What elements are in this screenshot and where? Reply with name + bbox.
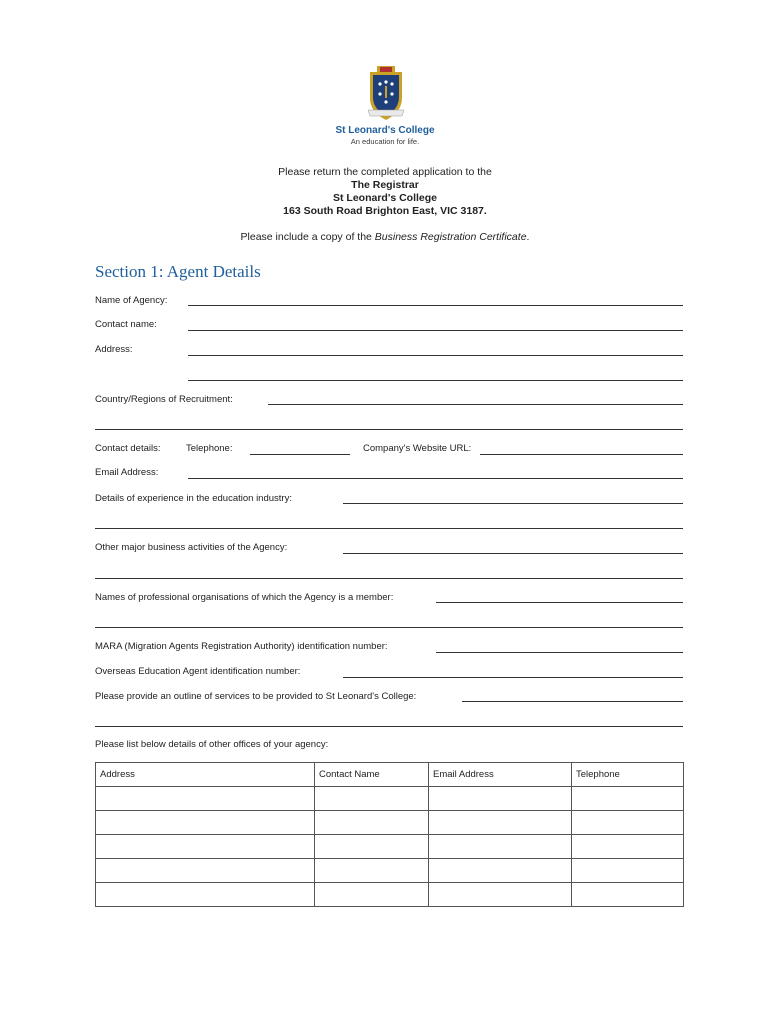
other-business-field-1[interactable] — [343, 553, 683, 554]
website-label: Company's Website URL: — [363, 443, 472, 454]
contact-name-label: Contact name: — [95, 319, 157, 330]
country-field-2[interactable] — [95, 429, 683, 430]
services-field-1[interactable] — [462, 701, 683, 702]
registrar-line: The Registrar — [351, 179, 419, 191]
college-name: St Leonard's College — [335, 125, 435, 136]
address-field-1[interactable] — [188, 355, 683, 356]
address-field-2[interactable] — [188, 380, 683, 381]
experience-field-1[interactable] — [343, 503, 683, 504]
agency-name-field[interactable] — [188, 305, 683, 306]
include-prefix: Please include a copy of the — [240, 231, 375, 243]
table-cell[interactable] — [429, 883, 572, 907]
email-field[interactable] — [188, 478, 683, 479]
college-crest-logo — [364, 64, 408, 122]
table-cell[interactable] — [315, 883, 429, 907]
table-cell[interactable] — [572, 883, 684, 907]
table-cell[interactable] — [315, 811, 429, 835]
table-row — [96, 787, 684, 811]
country-field-1[interactable] — [268, 404, 683, 405]
table-cell[interactable] — [572, 859, 684, 883]
section-title: Section 1: Agent Details — [95, 262, 261, 281]
column-header-address: Address — [96, 763, 315, 787]
organisations-field-1[interactable] — [436, 602, 683, 603]
email-label: Email Address: — [95, 467, 159, 478]
table-cell[interactable] — [315, 835, 429, 859]
offices-intro: Please list below details of other offices of your agency: — [95, 739, 329, 750]
services-label: Please provide an outline of services to be provided to St Leonard's College: — [95, 691, 417, 702]
table-cell[interactable] — [429, 811, 572, 835]
organisations-field-2[interactable] — [95, 627, 683, 628]
address-label: Address: — [95, 344, 133, 355]
college-tagline: An education for life. — [350, 137, 420, 146]
column-header-telephone: Telephone — [572, 763, 684, 787]
contact-name-field[interactable] — [188, 330, 683, 331]
table-cell[interactable] — [572, 787, 684, 811]
table-cell[interactable] — [96, 835, 315, 859]
table-cell[interactable] — [429, 859, 572, 883]
other-business-label: Other major business activities of the Agency: — [95, 542, 288, 553]
table-cell[interactable] — [96, 811, 315, 835]
include-copy-note — [0, 231, 770, 243]
table-cell[interactable] — [96, 859, 315, 883]
telephone-field[interactable] — [250, 454, 350, 455]
table-cell[interactable] — [429, 835, 572, 859]
table-cell[interactable] — [315, 859, 429, 883]
experience-field-2[interactable] — [95, 528, 683, 529]
table-row — [96, 859, 684, 883]
offices-table — [95, 762, 684, 907]
organisations-label: Names of professional organisations of which the Agency is a member: — [95, 592, 394, 603]
offices-header-row — [96, 763, 684, 787]
other-business-field-2[interactable] — [95, 578, 683, 579]
mara-label: MARA (Migration Agents Registration Authority) identification number: — [95, 641, 388, 652]
table-cell[interactable] — [96, 787, 315, 811]
table-row — [96, 811, 684, 835]
table-cell[interactable] — [572, 811, 684, 835]
experience-label: Details of experience in the education industry: — [95, 493, 292, 504]
table-cell[interactable] — [96, 883, 315, 907]
address-line: 163 South Road Brighton East, VIC 3187. — [283, 205, 487, 217]
overseas-id-field[interactable] — [343, 677, 683, 678]
table-row — [96, 883, 684, 907]
column-header-email: Email Address — [429, 763, 572, 787]
agency-name-label: Name of Agency: — [95, 295, 168, 306]
table-cell[interactable] — [572, 835, 684, 859]
website-field[interactable] — [480, 454, 683, 455]
include-document: Business Registration Certificate — [374, 231, 527, 243]
college-line: St Leonard's College — [332, 192, 437, 204]
table-cell[interactable] — [315, 787, 429, 811]
table-row — [96, 835, 684, 859]
include-suffix: . — [526, 231, 530, 243]
contact-details-label: Contact details: — [95, 443, 161, 454]
telephone-label: Telephone: — [186, 443, 233, 454]
return-instructions: Please return the completed application to the — [278, 166, 492, 178]
services-field-2[interactable] — [95, 726, 683, 727]
country-label: Country/Regions of Recruitment: — [95, 394, 233, 405]
table-cell[interactable] — [429, 787, 572, 811]
overseas-id-label: Overseas Education Agent identification number: — [95, 666, 301, 677]
mara-field[interactable] — [436, 652, 683, 653]
column-header-contact-name: Contact Name — [315, 763, 429, 787]
